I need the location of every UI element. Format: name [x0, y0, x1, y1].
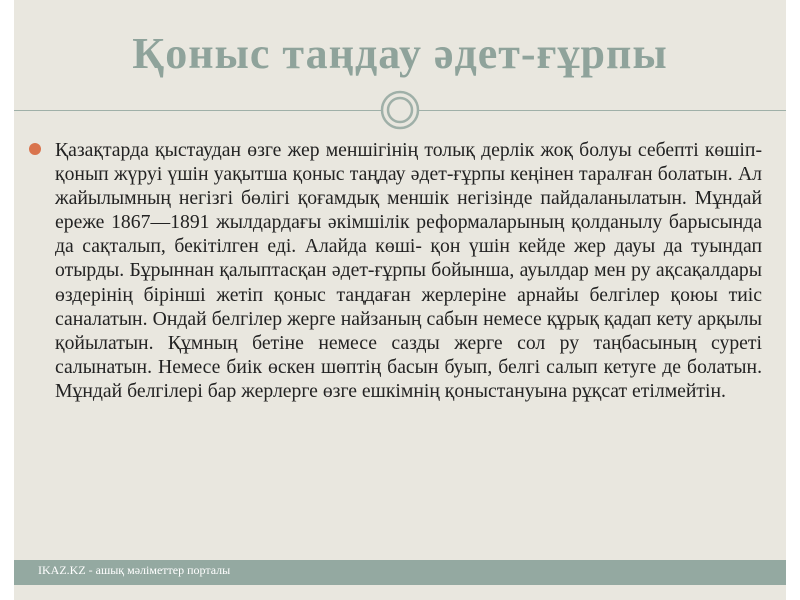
footer-text: IKAZ.KZ - ашық мәліметтер порталы [38, 563, 231, 577]
bullet-dot-icon [29, 143, 41, 155]
slide-title: Қоныс таңдау әдет-ғұрпы [132, 29, 668, 78]
slide-body-text: Қазақтарда қыстаудан өзге жер меншігінің толық дерлік жоқ болуы себепті көшіп-қонып жүруі үшін уақытша қоныс таңдау әдет-ғұрпы кеңінен таралған болатын. Ал жайылымның негізгі бөлігі қоғамдық меншік негізінде пайдаланылатын. Мұндай ереже 1867—1891 жылдардағы әкімшілік реформаларының қолданылу барысында да сақталып, бекітілген еді. Алайда көші- қон үшін кейде жер дауы да туындап отырды. Бұрыннан қалыптасқан әдет-ғұрпы бойынша, ауылдар мен ру ақсақалдары өздерінің бірінші жетіп қоныс таңдаған жерлеріне арнайы белгілер қоюы тиіс саналатын. Ондай белгілер жерге найзаның сабын немесе құрық қадап кету арқылы қойылатын. Құмның бетіне немесе сазды жерге сол ру таңбасының суреті салынатын. Немесе биік өскен шөптің басын буып, белгі салып кетуге де болатын. Мұндай белгілері бар жерлерге өзге ешкімнің қоныстануына рұқсат етілмейтін. [55, 139, 762, 402]
circle-ornament-icon [380, 90, 420, 130]
